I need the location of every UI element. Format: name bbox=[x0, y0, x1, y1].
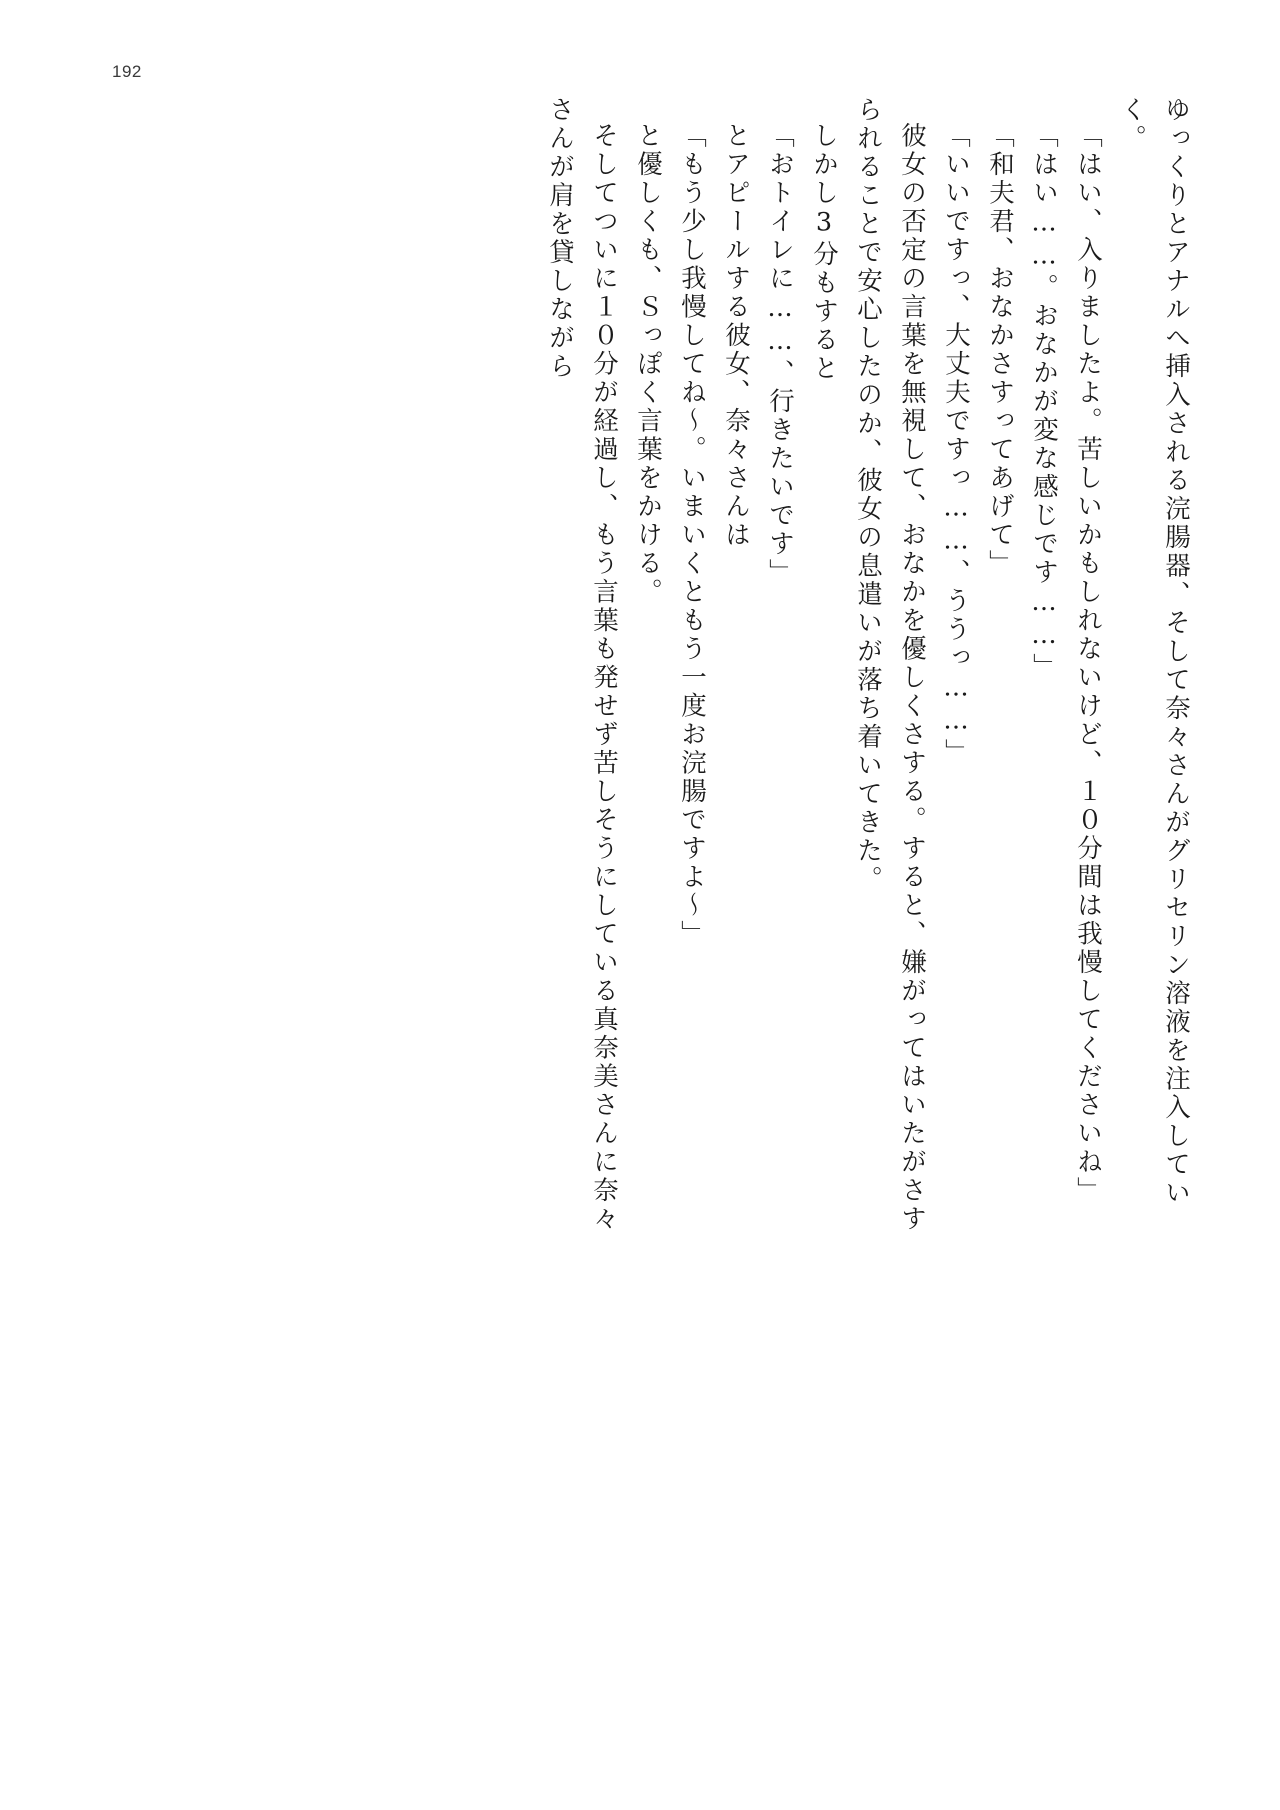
text-line: 「はい、入りましたよ。苦しいかもしれないけど、１０分間は我慢してくださいね」 bbox=[1073, 122, 1103, 1205]
text-line: そしてついに１０分が経過し、もう言葉も発せず苦しそうにしている真奈美さんに奈々 bbox=[589, 122, 619, 1234]
vertical-body-text bbox=[308, 96, 1191, 1616]
text-line: 「はい……。おなかが変な感じです……」 bbox=[1029, 122, 1059, 682]
text-line: 「和夫君、おなかさすってあげて」 bbox=[985, 122, 1015, 578]
text-line: しかし3分もすると bbox=[809, 122, 839, 383]
text-line: さんが肩を貸しながら bbox=[545, 96, 575, 381]
text-line: と優しくも、Ｓっぽく言葉をかける。 bbox=[633, 122, 663, 607]
text-line: ゆっくりとアナルへ挿入される浣腸器、そして奈々さんがグリセリン溶液を注入してい bbox=[1161, 96, 1191, 1208]
text-line: られることで安心したのか、彼女の息遣いが落ち着いてきた。 bbox=[853, 96, 883, 894]
text-line: 「いいですっ、大丈夫ですっ……、ううっ……」 bbox=[941, 122, 971, 767]
text-line: 彼女の否定の言葉を無視して、おなかを優しくさする。すると、嫌がってはいたがさす bbox=[897, 122, 927, 1234]
text-line: とアピールする彼女、奈々さんは bbox=[721, 122, 751, 550]
text-line: 「もう少し我慢してね～。いまいくともう一度お浣腸ですよ～」 bbox=[677, 122, 707, 949]
text-line: 「おトイレに……、行きたいです」 bbox=[765, 122, 795, 587]
page-number: 192 bbox=[112, 62, 142, 81]
text-line: く。 bbox=[1117, 96, 1147, 153]
